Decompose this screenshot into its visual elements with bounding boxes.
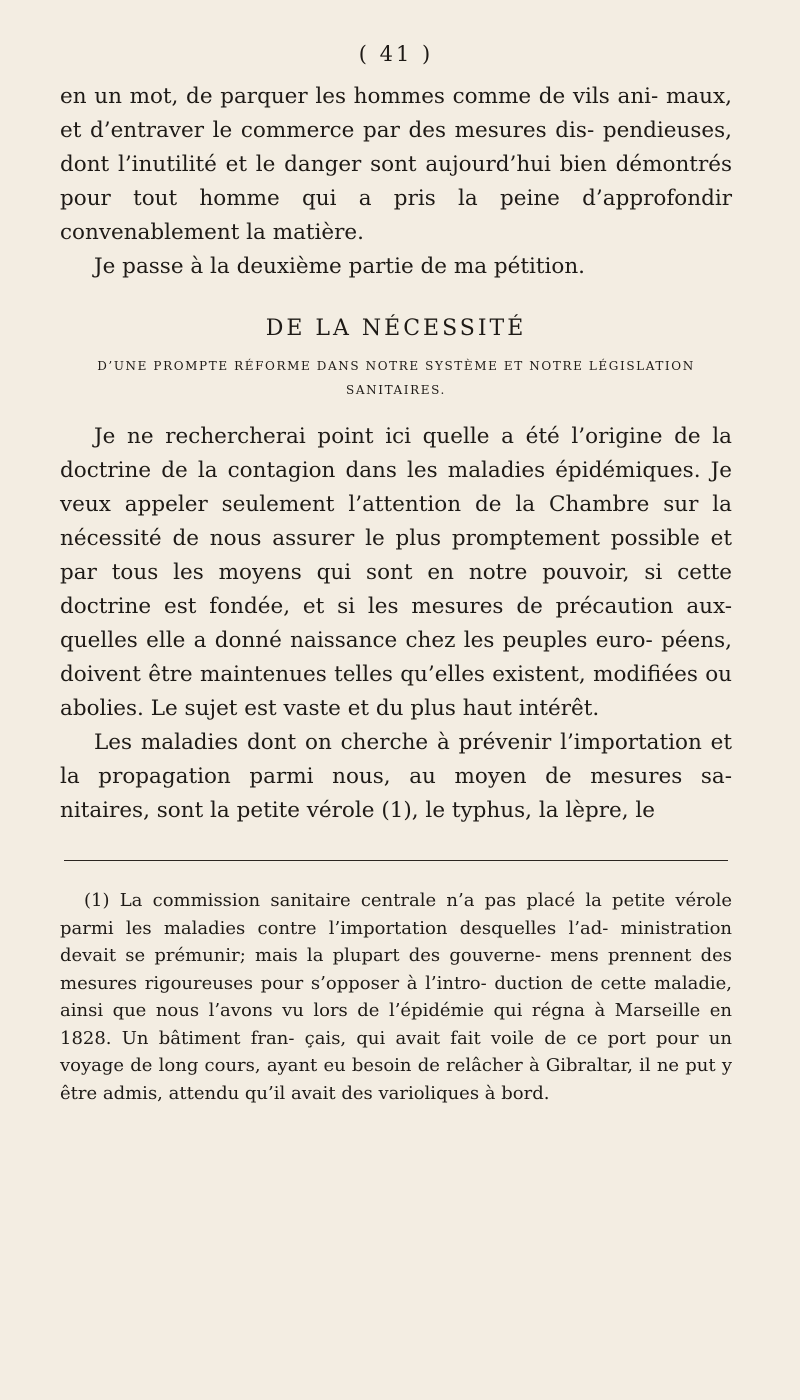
body-paragraph: en un mot, de parquer les hommes comme de vils ani- maux, et d’entraver le commerce par des mesures dis- pendieuses, dont l’inutilité et le danger sont aujourd’hui bien démontrés pour tout homme qui a pris la peine d’approfondir convenablement la matière. [60, 84, 732, 245]
footnote-text: (1) La commission sanitaire centrale n’a pas placé la petite vérole parmi les maladies contre l’importation desquelles l’ad- ministration devait se prémunir; mais la plupart des gouverne- mens prennent des mesures rigoureuses pour s’opposer à l’intro- duction de cette maladie, ainsi que nous l’avons vu lors de l’épidémie qui régna à Marseille en 1828. Un bâtiment fran- çais, qui avait fait voile de ce port pour un voyage de long cours, ayant eu besoin de relâcher à Gibraltar, il ne put y être admis, attendu qu’il avait des varioliques à bord. [60, 890, 732, 1104]
book-page [60, 40, 732, 1370]
section-body-text [60, 420, 732, 828]
footnote [60, 887, 732, 1107]
section-title: DE LA NÉCESSITÉ [265, 316, 527, 341]
section-subtitle: D’UNE PROMPTE RÉFORME DANS NOTRE SYSTÈME ET NOTRE LÉGISLATION SANITAIRES. [97, 359, 695, 397]
body-paragraph: Les maladies dont on cherche à prévenir l’importation et la propagation parmi nous, au moyen de mesures sa- nitaires, sont la petite vérole (1), le typhus, la lèpre, le [60, 730, 732, 823]
body-text [60, 80, 732, 284]
footnote-divider [64, 860, 728, 861]
body-paragraph: Je ne rechercherai point ici quelle a été l’origine de la doctrine de la contagion dans les maladies épidémiques. Je veux appeler seulement l’attention de la Chambre sur la nécessité de nous assurer le plus promptement possible et par tous les moyens qui sont en notre pouvoir, si cette doctrine est fondée, et si les mesures de précaution aux- quelles elle a donné naissance chez les peuples euro- péens, doivent être maintenues telles qu’elles existent, modifiées ou abolies. Le sujet est vaste et du plus haut intérêt. [60, 424, 732, 721]
page-number: ( 41 ) [358, 42, 434, 66]
body-paragraph: Je passe à la deuxième partie de ma pétition. [94, 254, 586, 279]
